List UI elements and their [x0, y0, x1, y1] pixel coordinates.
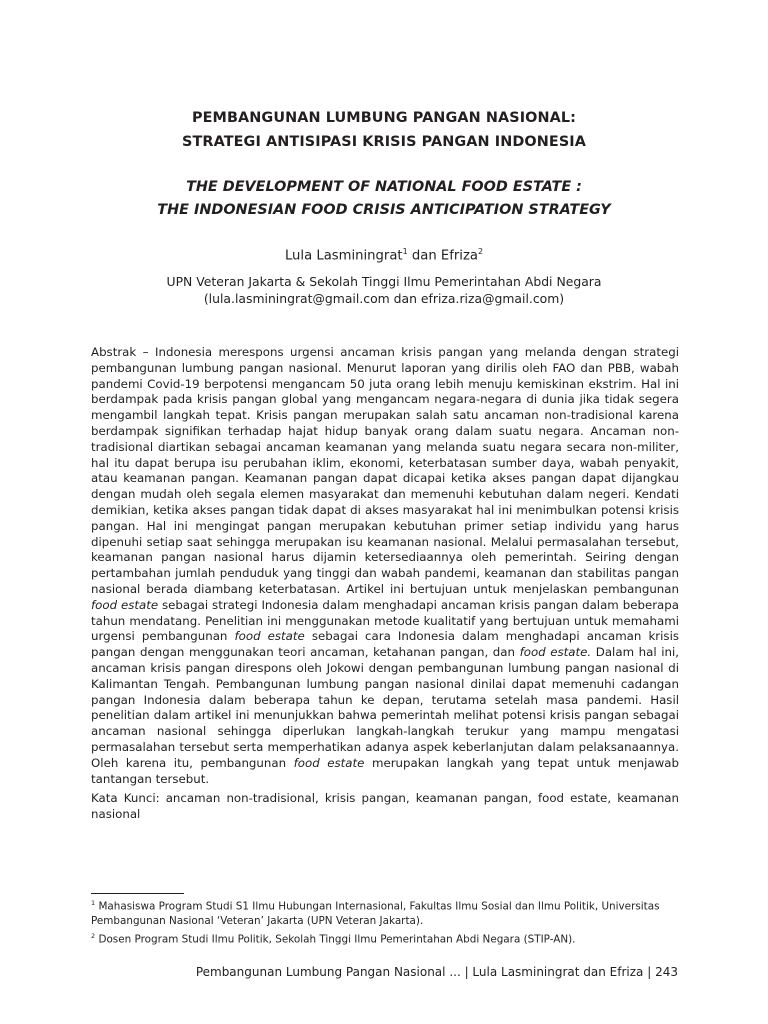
paper-title — [90, 106, 678, 154]
footnote-2-text: Dosen Program Studi Ilmu Politik, Sekolah Tinggi Ilmu Pemerintahan Abdi Negara (STIP-AN). — [95, 933, 576, 946]
footnote-1-text: Mahasiswa Program Studi S1 Ilmu Hubungan Internasional, Fakultas Ilmu Sosial dan Ilmu Politik, Universitas Pembangunan Nasional ‘Veteran’ Jakarta (UPN Veteran Jakarta). — [91, 900, 660, 927]
affiliation — [90, 273, 678, 307]
author-2-name: Efriza — [440, 248, 478, 264]
author-conjunction: dan — [407, 248, 441, 264]
abstract-text-2: sebagai strategi Indonesia dalam menghadapi ancaman krisis pangan dalam beberapa tahun mendatang. Penelitian ini menggunakan metode kualitatif yang bertujuan untuk memahami urgensi pembangunan — [91, 597, 679, 644]
footnote-1 — [91, 896, 679, 928]
paper-title-english-line-1: THE DEVELOPMENT OF NATIONAL FOOD ESTATE : — [186, 179, 582, 195]
author-2-footnote-mark: 2 — [477, 247, 484, 256]
footnote-2 — [91, 929, 679, 947]
paper-title-english-line-2: THE INDONESIAN FOOD CRISIS ANTICIPATION STRATEGY — [157, 202, 611, 218]
abstract-text-4: Dalam hal ini, ancaman krisis pangan direspons oleh Jokowi dengan pembangunan lumbung pangan nasional di Kalimantan Tengah. Pembangunan lumbung pangan nasional dinilai dapat memenuhi cadangan pangan Indonesia dalam beberapa tahun ke depan, terutama setelah masa pandemi. Hasil penelitian dalam artikel ini menunjukkan bahwa pemerintah melihat potensi krisis pangan sebagai ancaman nasional sehingga diperlukan langkah-langkah terukur yang mampu mengatasi permasalahan tersebut serta memperhatikan adanya aspek keberlanjutan dalam pelaksanaannya. Oleh karena itu, pembangunan — [91, 645, 680, 770]
keywords: Kata Kunci: ancaman non-tradisional, krisis pangan, keamanan pangan, food estate, keamanan nasional — [91, 791, 679, 822]
footnotes — [91, 896, 679, 948]
affiliation-emails: (lula.lasminingrat@gmail.com dan efriza.riza@gmail.com) — [203, 291, 565, 306]
footnote-2-mark: 2 — [91, 932, 96, 941]
paper-title-english — [90, 176, 678, 222]
footnote-divider — [91, 893, 184, 894]
abstract-italic-term-4: food estate — [293, 755, 365, 770]
footnote-1-mark: 1 — [91, 899, 96, 907]
abstract-paragraph — [91, 345, 679, 787]
abstract-text-5: merupakan langkah yang tepat untuk menjawab tantangan tersebut. — [91, 755, 680, 786]
author-1-footnote-mark: 1 — [402, 247, 408, 256]
paper-title-line-1: PEMBANGUNAN LUMBUNG PANGAN NASIONAL: — [191, 110, 576, 126]
affiliation-institutions: UPN Veteran Jakarta & Sekolah Tinggi Ilmu Pemerintahan Abdi Negara — [166, 274, 602, 289]
abstract-italic-term-2: food estate — [234, 629, 305, 644]
abstract-text-1: Abstrak – Indonesia merespons urgensi ancaman krisis pangan yang melanda dengan strategi pembangunan lumbung pangan nasional. Menurut laporan yang dirilis oleh FAO dan PBB, wabah pandemi Covid-19 berpotensi mengancam 50 juta orang lebih menuju kemiskinan ekstrim. Hal ini berdampak pada krisis pangan global yang mengancam negara-negara di dunia jika tidak segera mengambil langkah tepat. Krisis pangan merupakan salah satu ancaman non-tradisional karena berdampak signifikan terhadap hajat hidup banyak orang dalam suatu negara. Ancaman non-tradisional diartikan sebagai ancaman keamanan yang melanda suatu negara secara non-militer, hal itu dapat berupa isu perubahan iklim, ekonomi, keterbatasan sumber daya, wabah penyakit, atau keamanan pangan. Keamanan pangan dapat dicapai ketika akses pangan dapat dijangkau dengan mudah oleh segala elemen masyarakat dan memenuhi kebutuhan dalam negeri. Kendati demikian, ketika akses pangan tidak dapat di akses masyarakat hal ini menimbulkan potensi krisis pangan. Hal ini mengingat pangan merupakan kebutuhan primer setiap individu yang harus dipenuhi setiap saat sehingga merupakan isu keamanan nasional. Melalui permasalahan tersebut, keamanan pangan nasional harus dijamin ketersediaannya oleh pemerintah. Seiring dengan pertambahan jumlah penduduk yang tinggi dan wabah pandemi, keamanan dan stabilitas pangan nasional berada diambang keterbatasan. Artikel ini bertujuan untuk menjelaskan pembangunan — [91, 345, 679, 596]
abstract-italic-term-1: food estate — [91, 597, 159, 612]
abstract-section — [91, 345, 679, 823]
running-footer: Pembangunan Lumbung Pangan Nasional ... | Lula Lasminingrat dan Efriza | 243 — [195, 965, 678, 979]
author-1-name: Lula Lasminingrat — [284, 248, 403, 264]
author-list — [90, 243, 678, 265]
abstract-italic-term-3: food estate. — [519, 645, 592, 660]
paper-title-line-2: STRATEGI ANTISIPASI KRISIS PANGAN INDONESIA — [182, 134, 586, 150]
abstract-text-3: sebagai cara Indonesia dalam menghadapi ancaman krisis pangan dengan menggunakan teori ancaman, ketahanan pangan, dan — [91, 629, 679, 660]
